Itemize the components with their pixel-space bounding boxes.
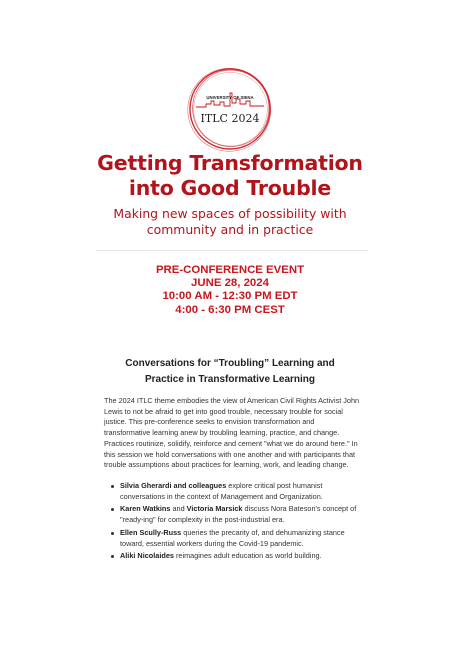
event-time-edt: 10:00 AM - 12:30 PM EDT (162, 290, 298, 303)
logo-graphic (184, 63, 276, 155)
ring-skyline-logo (184, 63, 276, 155)
speaker-name-2: Victoria Marsick (186, 504, 243, 514)
speaker-topic: queries the precarity of, and dehumanizing stance toward, essential workers during the Covid-19 pandemic. (120, 527, 345, 548)
speaker-name: Aliki Nicolaides (120, 551, 174, 561)
session-title-line-1: Conversations for “Troubling” Learning and (125, 358, 335, 369)
subhead-line-1: Making new spaces of possibility with (113, 206, 347, 221)
logo-university-text: UNIVERSITY OF SIENA (206, 95, 254, 100)
speaker-name: Ellen Scully-Russ (120, 527, 182, 537)
event-label: PRE-CONFERENCE EVENT (155, 264, 305, 276)
speaker-name: Karen Watkins (120, 504, 171, 514)
session-title (100, 356, 360, 388)
bullet-icon (111, 485, 114, 488)
speaker-topic: discuss Nora Bateson's concept of "ready-ing" for complexity in the post-industrial era. (120, 504, 357, 525)
divider (96, 250, 368, 251)
bullet-icon (111, 508, 114, 511)
session-title-line-2: Practice in Transformative Learning (144, 374, 316, 385)
speaker-topic: reimagines adult education as world building. (173, 551, 322, 561)
bullet-icon (111, 555, 114, 558)
event-details (60, 264, 400, 317)
list-item (110, 551, 364, 562)
list-item (110, 528, 364, 549)
headline-line-1: Getting Transformation (97, 151, 363, 175)
list-item (110, 481, 364, 502)
speaker-join: and (170, 504, 187, 514)
headline-line-2: into Good Trouble (128, 176, 332, 200)
speaker-name: Silvia Gherardi and colleagues (120, 481, 227, 490)
logo-event-text: ITLC 2024 (200, 112, 260, 125)
headline (40, 151, 420, 201)
event-time-cest: 4:00 - 6:30 PM CEST (175, 303, 285, 316)
event-date: JUNE 28, 2024 (191, 277, 269, 290)
bullet-icon (111, 532, 114, 535)
list-item (110, 504, 364, 525)
speaker-topic: explore critical post humanist conversations in the context of Management and Organization. (120, 481, 323, 501)
subhead (60, 206, 400, 237)
subhead-line-2: community and in practice (146, 221, 314, 237)
session-description: The 2024 ITLC theme embodies the view of American Civil Rights Activist John Lewis to not be afraid to get into good trouble, necessary trouble for social justice. This pre-conference seeks to envision transformation and transformative learning anew by troubling learning, practice, and change. Practices routinize, solidify, reinforce and cement "what we do around here." In this session we hold conversations with one another and with participants that trouble assumptions about practices for learning, work, and leading change. (104, 396, 360, 470)
speaker-list (110, 481, 364, 564)
